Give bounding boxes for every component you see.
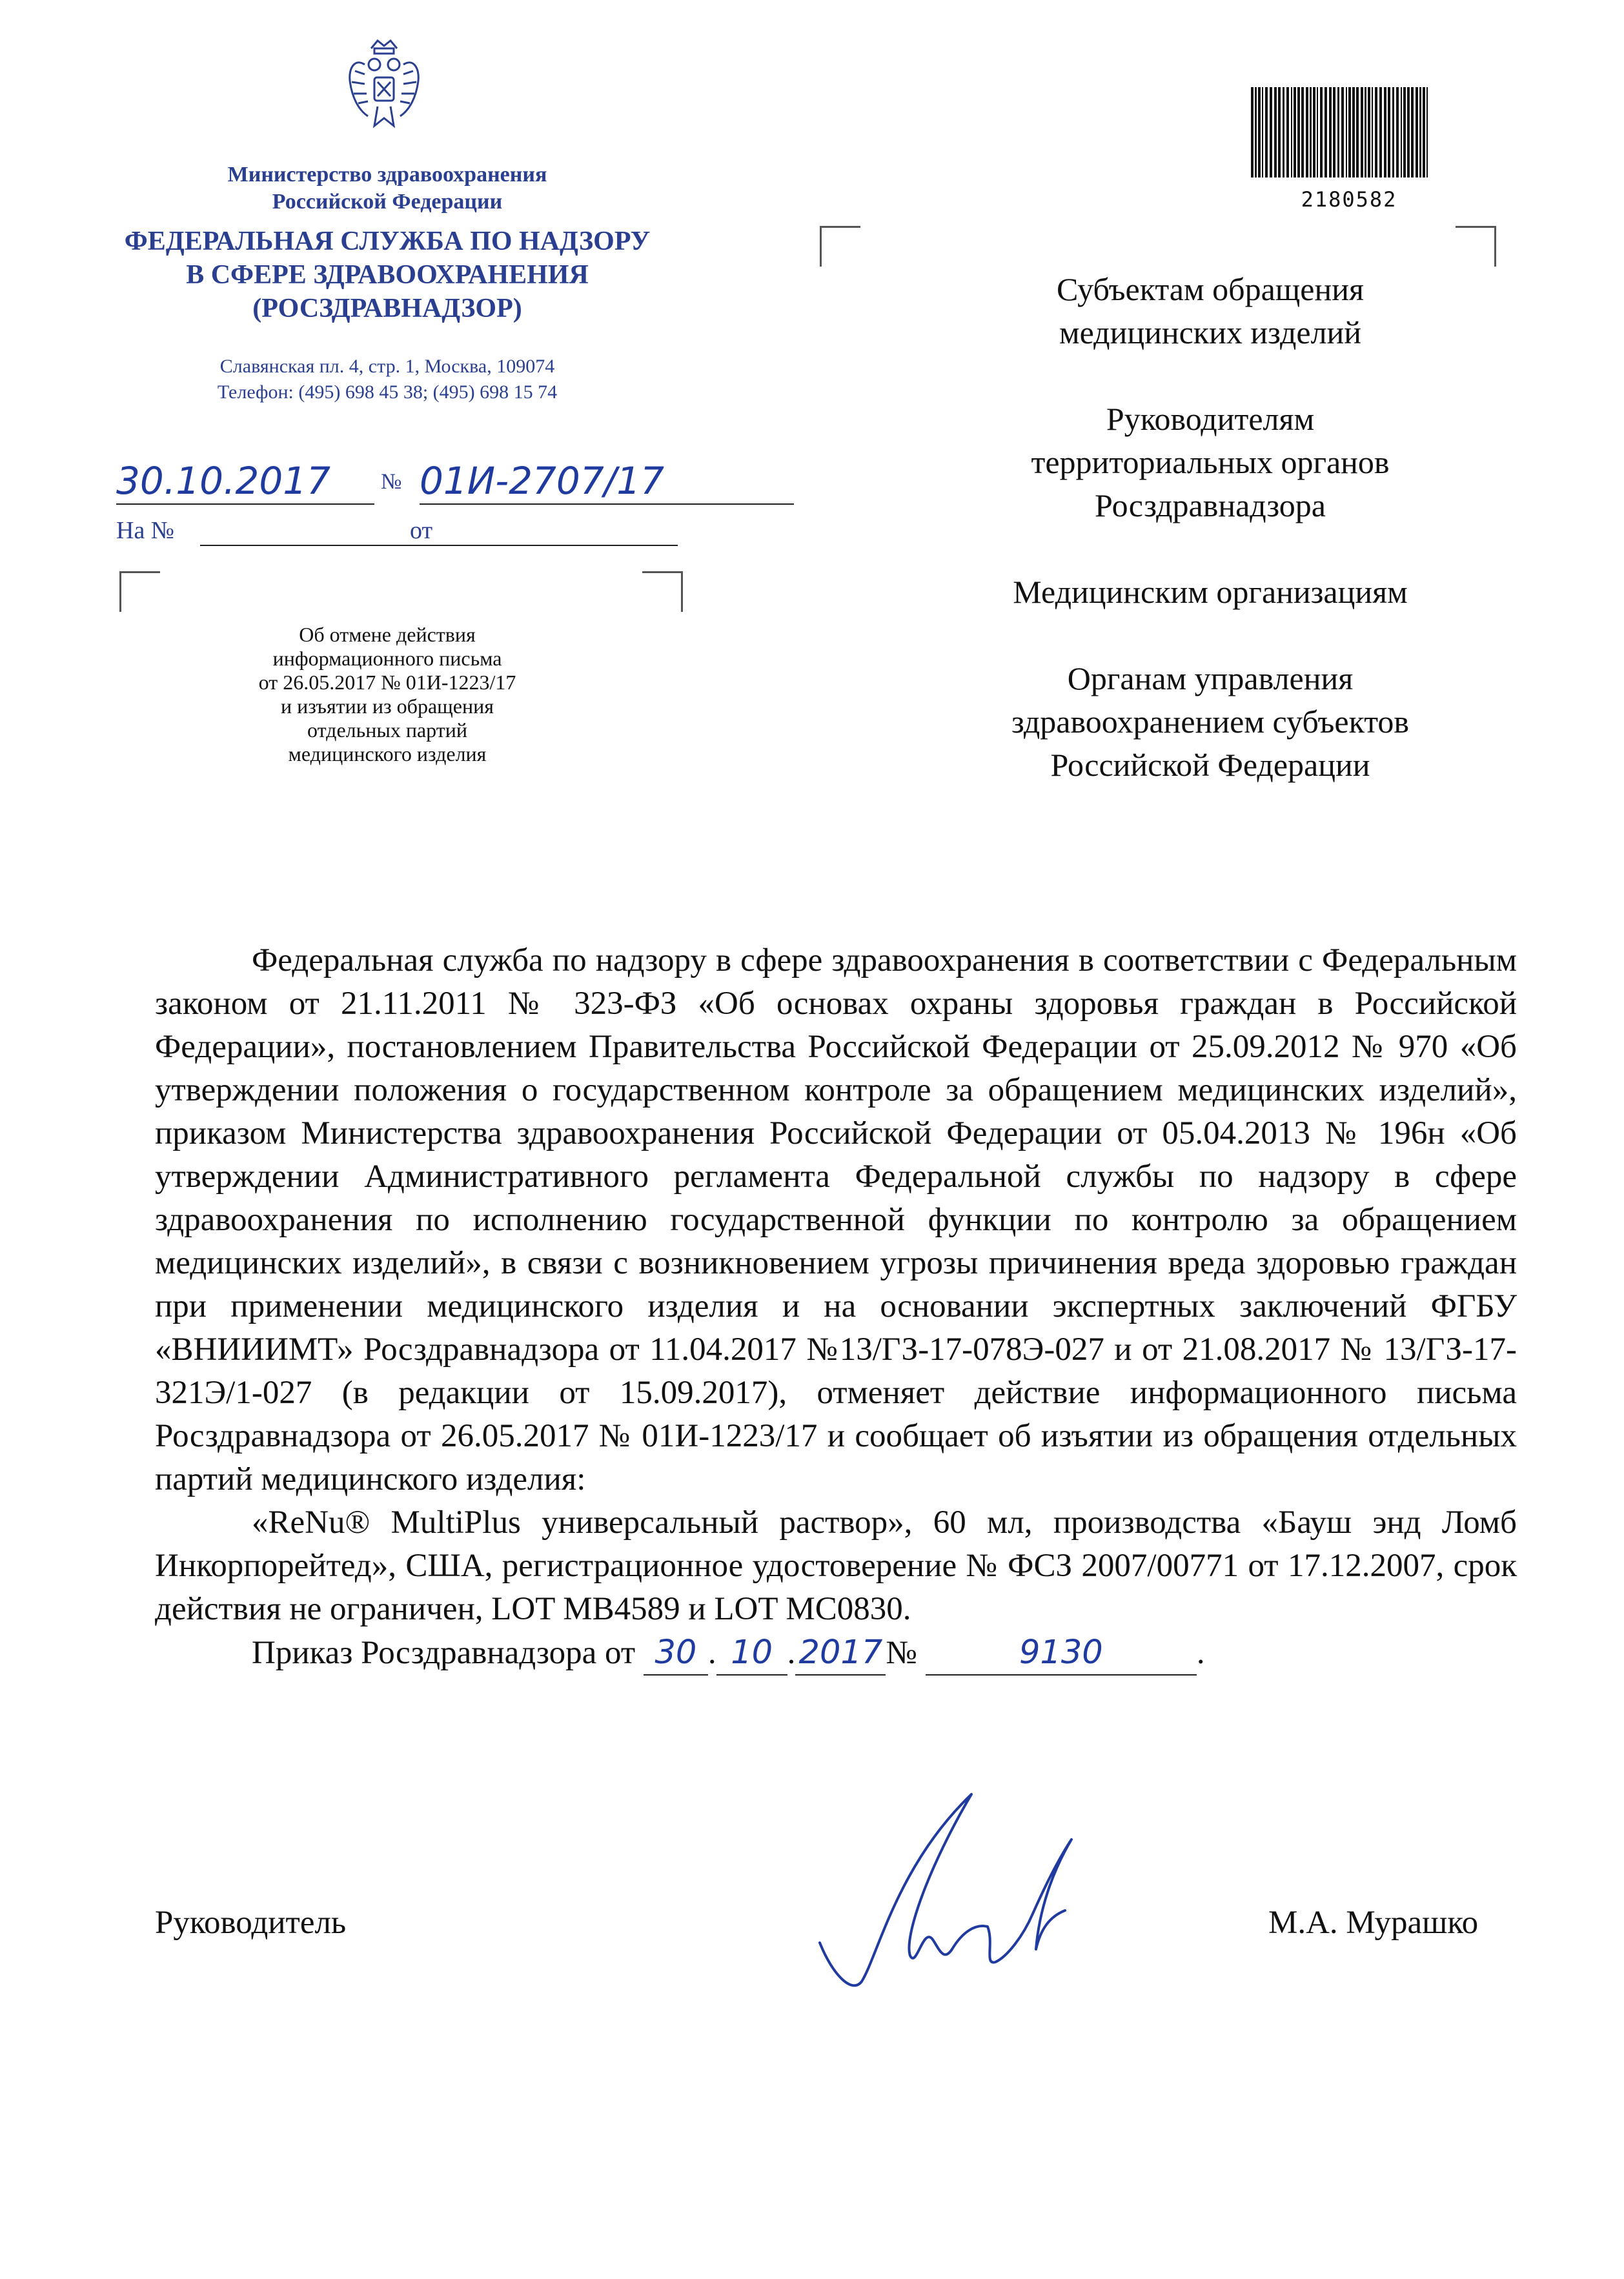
coat-of-arms-icon (342, 35, 426, 139)
barcode-bars (1246, 87, 1452, 184)
subject-block (161, 623, 613, 766)
barcode-bar (1258, 87, 1261, 177)
handwritten-signature (800, 1788, 1110, 2001)
addressee-line: Медицинским организациям (1013, 574, 1408, 610)
barcode-bar (1317, 87, 1318, 177)
barcode-bar (1426, 87, 1428, 177)
addressee-bracket-left (820, 226, 860, 267)
order-prefix: Приказ Росздравнадзора от (252, 1635, 636, 1671)
barcode-bar (1291, 87, 1292, 177)
letter-body (155, 939, 1517, 1676)
addressee-group (871, 398, 1549, 527)
barcode-bar (1368, 87, 1370, 177)
reference-row (116, 516, 684, 555)
barcode-bar (1356, 87, 1359, 177)
subject-line: информационного письма (272, 647, 502, 670)
addressee-group (871, 657, 1549, 787)
barcode-bar (1419, 87, 1421, 177)
body-paragraph-2: «ReNu® MultiPlus универсальный раствор», 60 мл, производства «Бауш энд Ломб Инкорпорейтед», США, регистрационное удостоверение № ФСЗ 2007/00771 от 17.12.2007, срок действия не ограничен, LOT MB4589 и LOT MC0830. (155, 1504, 1517, 1627)
barcode-bar (1384, 87, 1386, 177)
barcode-bar (1310, 87, 1312, 177)
signatory-position: Руководитель (155, 1905, 347, 1941)
addressee-bracket-right (1456, 226, 1496, 267)
barcode-bar (1306, 87, 1308, 177)
agency-address: Славянская пл. 4, стр. 1, Москва, 109074 (219, 356, 555, 377)
barcode-bar (1401, 87, 1402, 177)
barcode-bar (1313, 87, 1315, 177)
barcode-bar (1270, 87, 1272, 177)
barcode-bar (1283, 87, 1284, 177)
order-suffix: . (1196, 1635, 1205, 1671)
barcode-bar (1388, 87, 1390, 177)
barcode-bar (1423, 87, 1425, 177)
barcode-number: 2180582 (1301, 187, 1397, 212)
barcode-bar (1348, 87, 1351, 177)
ministry-line-1: Министерство здравоохранения (227, 163, 547, 187)
order-number: 9130 (926, 1631, 1197, 1676)
barcode-bar (1392, 87, 1394, 177)
barcode-bar (1294, 87, 1296, 177)
order-year: 2017 (795, 1631, 886, 1676)
signatory-name: М.А. Мурашко (1268, 1905, 1479, 1941)
addressee-line: Органам управления (1067, 660, 1354, 696)
addressee-line: Руководителям (1106, 401, 1315, 437)
barcode-bar (1325, 87, 1327, 177)
addressee-line: Российской Федерации (1050, 747, 1370, 783)
addressee-line: здравоохранением субъектов (1011, 704, 1410, 740)
subject-line: отдельных партий (307, 718, 467, 742)
barcode-bar (1403, 87, 1406, 177)
subject-line: медицинского изделия (288, 742, 487, 765)
barcode (1246, 87, 1452, 216)
barcode-bar (1286, 87, 1289, 177)
barcode-bar (1372, 87, 1373, 177)
barcode-bar (1301, 87, 1304, 177)
outgoing-number-sign: № (381, 470, 402, 494)
agency-line-2: В СФЕРЕ ЗДРАВООХРАНЕНИЯ (186, 260, 589, 290)
barcode-bar (1361, 87, 1363, 177)
addressee-line: территориальных органов (1031, 444, 1390, 480)
body-paragraph-1: Федеральная служба по надзору в сфере здравоохранения в соответствии с Федеральным законом от 21.11.2011 № 323-ФЗ «Об основах охраны здоровья граждан в Российской Федерации», постановлением Правительства Российской Федерации от 25.09.2012 № 970 «Об утверждении положения о государственном контроле за обращением медицинских изделий», приказом Министерства здравоохранения Российской Федерации от 05.04.2013 № 196н «Об утверждении Административного регламента Федеральной службы по надзору в сфере здравоохранения по исполнению государственной функции по контролю за обращением медицинских изделий», в связи с возникновением угрозы причинения вреда здоровью граждан при применении медицинского изделия и на основании экспертных заключений ФГБУ «ВНИИИМТ» Росздравнадзора от 11.04.2017 №13/ГЗ-17-078Э-027 и от 21.08.2017 № 13/ГЗ-17-321Э/1-027 (в редакции от 15.09.2017), отменяет действие информационного письма Росздравнадзора от 26.05.2017 № 01И-1223/17 и сообщает об изъятии из обращения отдельных партий медицинского изделия: (155, 942, 1517, 1497)
barcode-bar (1333, 87, 1335, 177)
order-day: 30 (644, 1631, 708, 1676)
barcode-bar (1379, 87, 1382, 177)
addressee-group (871, 268, 1549, 354)
reference-date-blank (452, 545, 678, 546)
subject-line: Об отмене действия (299, 623, 476, 646)
subject-bracket-right (642, 571, 683, 612)
barcode-bar (1274, 87, 1277, 177)
addressee-line: Субъектам обращения (1057, 271, 1364, 307)
barcode-bar (1411, 87, 1414, 177)
barcode-bar (1262, 87, 1263, 177)
barcode-bar (1329, 87, 1332, 177)
barcode-bar (1337, 87, 1339, 177)
agency-line-1: ФЕДЕРАЛЬНАЯ СЛУЖБА ПО НАДЗОРУ (124, 227, 651, 256)
barcode-bar (1297, 87, 1300, 177)
reference-from-label: от (410, 517, 433, 544)
barcode-bar (1407, 87, 1410, 177)
agency-line-3: (РОСЗДРАВНАДЗОР) (252, 294, 522, 323)
subject-line: от 26.05.2017 № 01И-1223/17 (258, 671, 516, 694)
subject-bracket-left (119, 571, 160, 612)
order-number-sign: № (886, 1635, 918, 1671)
addressees-block (871, 268, 1549, 787)
barcode-bar (1375, 87, 1377, 177)
outgoing-number-row (116, 452, 794, 510)
agency-phone: Телефон: (495) 698 45 38; (495) 698 15 74 (217, 381, 558, 403)
subject-line: и изъятии из обращения (281, 694, 494, 718)
barcode-bar (1265, 87, 1268, 177)
outgoing-date: 30.10.2017 (116, 458, 374, 505)
addressee-line: медицинских изделий (1059, 314, 1362, 350)
order-month: 10 (716, 1631, 787, 1676)
barcode-bar (1251, 87, 1254, 177)
addressee-line: Росздравнадзора (1095, 487, 1326, 523)
reference-number-label: На № (116, 517, 175, 544)
barcode-bar (1255, 87, 1257, 177)
outgoing-number: 01И-2707/17 (420, 458, 794, 505)
ministry-line-2: Российской Федерации (272, 190, 503, 214)
barcode-bar (1416, 87, 1418, 177)
barcode-bar (1396, 87, 1399, 177)
agency-header (97, 161, 678, 405)
barcode-bar (1278, 87, 1281, 177)
addressee-group (871, 571, 1549, 614)
barcode-bar (1346, 87, 1347, 177)
barcode-bar (1365, 87, 1366, 177)
order-line: Приказ Росздравнадзора от 30 . 10 .2017 № 9130 . (155, 1631, 1517, 1676)
barcode-bar (1341, 87, 1344, 177)
barcode-bar (1320, 87, 1323, 177)
barcode-bar (1352, 87, 1355, 177)
